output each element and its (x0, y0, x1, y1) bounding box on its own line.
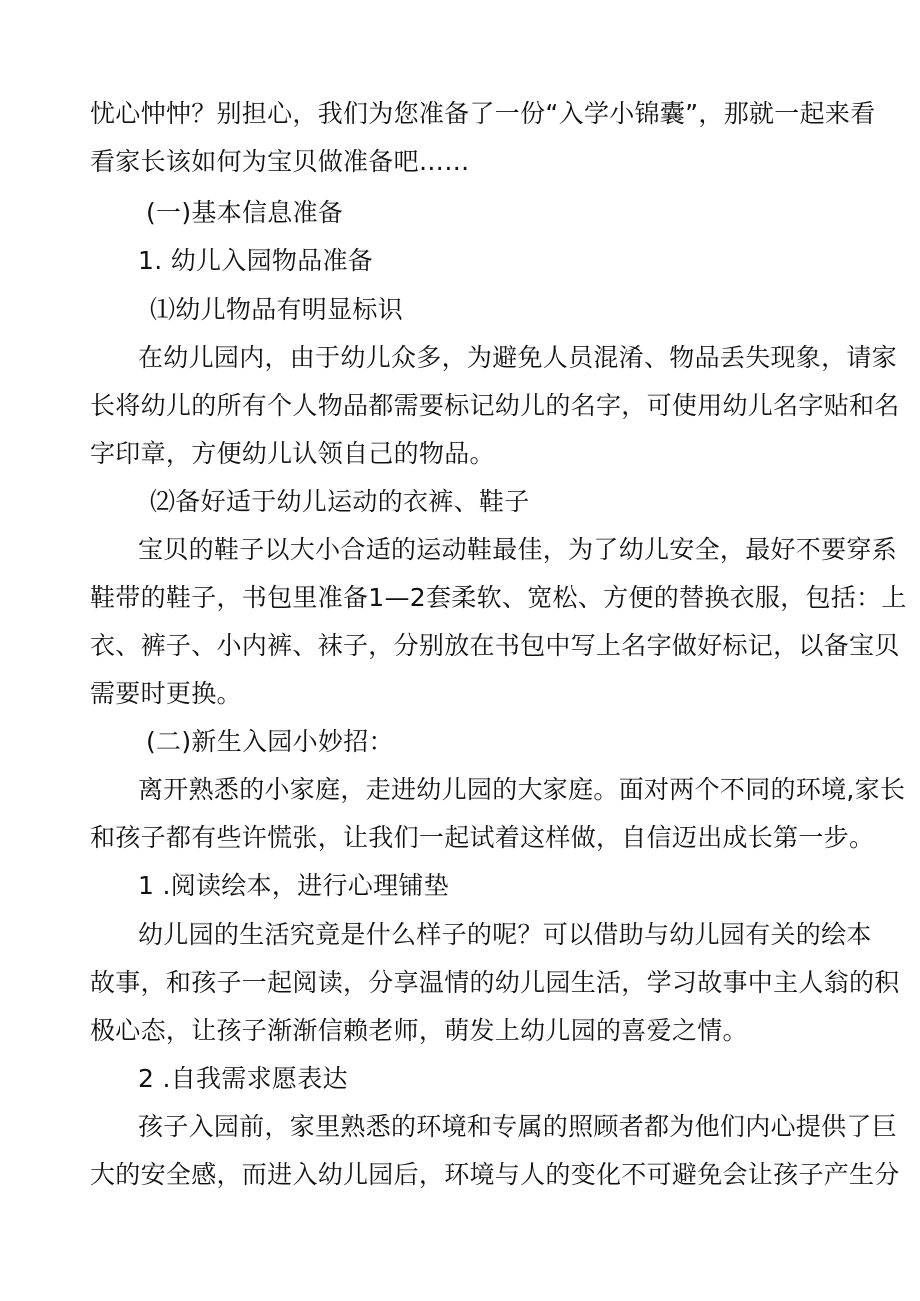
subheading-items-prep: 1. 幼儿入园物品准备 (138, 246, 374, 275)
paragraph-line: 字印章，方便幼儿认领自己的物品。 (90, 439, 495, 468)
paragraph-line: 长将幼儿的所有个人物品都需要标记幼儿的名字，可使用幼儿名字贴和名 (90, 391, 900, 420)
section-heading-basic-info: (一)基本信息准备 (146, 198, 344, 227)
paragraph-line: 需要时更换。 (90, 679, 242, 708)
paragraph-line: 鞋带的鞋子，书包里准备1—2套柔软、宽松、方便的替换衣服，包括：上 (90, 583, 907, 612)
paragraph-line: 故事，和孩子一起阅读，分享温情的幼儿园生活，学习故事中主人翁的积 (90, 968, 900, 997)
paragraph-line: 和孩子都有些许慌张，让我们一起试着这样做，自信迈出成长第一步。 (90, 823, 875, 852)
paragraph-line: 离开熟悉的小家庭，走进幼儿园的大家庭。面对两个不同的环境,家长 (138, 775, 906, 804)
intro-line-2: 看家长该如何为宝贝做准备吧…… (90, 147, 470, 176)
paragraph-line: 在幼儿园内，由于幼儿众多，为避免人员混淆、物品丢失现象，请家 (138, 343, 898, 372)
intro-line-1: 忧心忡忡？别担心，我们为您准备了一份“入学小锦囊”，那就一起来看 (90, 99, 876, 128)
paragraph-line: 大的安全感，而进入幼儿园后，环境与人的变化不可避免会让孩子产生分 (90, 1160, 900, 1189)
tip-heading-picture-books: 1 .阅读绘本，进行心理铺垫 (138, 871, 450, 900)
paragraph-line: 幼儿园的生活究竟是什么样子的呢？可以借助与幼儿园有关的绘本 (138, 920, 872, 949)
paragraph-line: 衣、裤子、小内裤、袜子，分别放在书包中写上名字做好标记，以备宝贝 (90, 631, 900, 660)
paragraph-line: 极心态，让孩子渐渐信赖老师，萌发上幼儿园的喜爱之情。 (90, 1016, 748, 1045)
paragraph-line: 孩子入园前，家里熟悉的环境和专属的照顾者都为他们内心提供了巨 (138, 1112, 898, 1141)
item-heading-clothes-shoes: ⑵备好适于幼儿运动的衣裤、鞋子 (150, 487, 530, 516)
section-heading-tips: (二)新生入园小妙招： (146, 727, 394, 756)
item-heading-labels: ⑴幼儿物品有明显标识 (150, 295, 404, 324)
paragraph-line: 宝贝的鞋子以大小合适的运动鞋最佳，为了幼儿安全，最好不要穿系 (138, 535, 898, 564)
tip-heading-express-needs: 2 .自我需求愿表达 (138, 1064, 348, 1093)
